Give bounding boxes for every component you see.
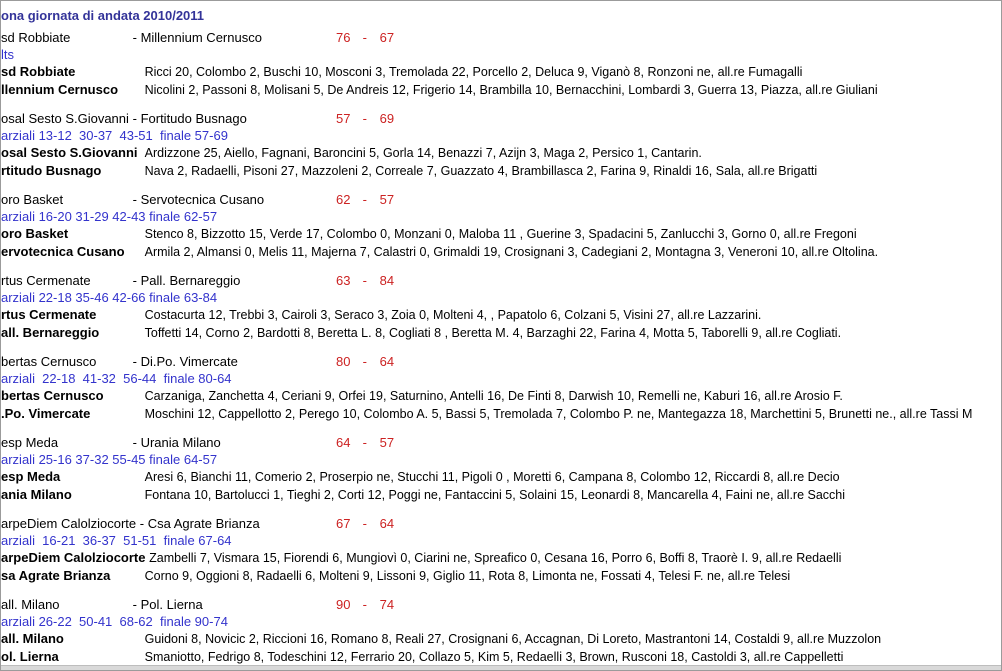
- home-score: 57: [336, 111, 351, 126]
- home-team-name: esp Meda: [1, 435, 59, 450]
- home-roster-team: all. Milano: [1, 631, 64, 646]
- home-roster-team: rtus Cermenate: [1, 307, 97, 322]
- partials-line: arziali 13-12 30-37 43-51 finale 57-69: [1, 128, 228, 143]
- away-roster-team: all. Bernareggio: [1, 325, 100, 340]
- home-score: 80: [336, 354, 351, 369]
- home-roster-players: Guidoni 8, Novicic 2, Riccioni 16, Romano 8, Reali 27, Crosignani 6, Accagnan, Di Loreto, Mastrantoni 14, Costaldi 9, all.re Muzzolon: [144, 632, 882, 646]
- home-roster-team: bertas Cernusco: [1, 388, 104, 403]
- away-roster-team: .Po. Vimercate: [1, 406, 91, 421]
- away-score: 57: [379, 435, 395, 450]
- page-title: ona giornata di andata 2010/2011: [1, 8, 205, 23]
- home-roster-players: Stenco 8, Bizzotto 15, Verde 17, Colombo 0, Monzani 0, Maloba 11 , Guerine 3, Spadacini 5, Zanlucchi 3, Gorno 0, all.re Fregoni: [144, 227, 857, 241]
- partials-line: arziali 16-20 31-29 42-43 finale 62-57: [1, 209, 218, 224]
- home-roster-row: [1, 306, 1001, 324]
- match-score: [336, 110, 394, 127]
- match-score: [336, 434, 394, 451]
- partials-line: arziali 22-18 35-46 42-66 finale 63-84: [1, 290, 218, 305]
- home-roster-row: [1, 549, 1001, 567]
- away-roster-team: ol. Lierna: [1, 649, 59, 664]
- score-separator: -: [362, 111, 367, 126]
- match-score: [336, 272, 394, 289]
- away-roster-players: Nicolini 2, Passoni 8, Molisani 5, De Andreis 12, Frigerio 14, Brambilla 10, Bernacchini, Lombardi 3, Guerra 13, Piazza, all.re Giuliani: [144, 83, 878, 97]
- game-block: [1, 515, 1001, 585]
- away-roster-players: Moschini 12, Cappellotto 2, Perego 10, Colombo A. 5, Bassi 5, Tremolada 7, Colombo P. ne, Mantegazza 18, Marchettini 5, Brunetti ne., all.re Tassi M: [144, 407, 973, 421]
- home-roster-players: Costacurta 12, Trebbi 3, Cairoli 3, Seraco 3, Zoia 0, Molteni 4, , Papatolo 6, Colzani 5, Visini 27, all.re Lazzarini.: [144, 308, 762, 322]
- home-score: 76: [336, 30, 351, 45]
- match-line: [1, 596, 1001, 613]
- home-roster-players: Ardizzone 25, Aiello, Fagnani, Baroncini 5, Gorla 14, Benazzi 7, Azijn 3, Maga 2, Persico 1, Cantarin.: [144, 146, 702, 160]
- home-team-name: bertas Cernusco: [1, 354, 97, 369]
- home-roster-team: osal Sesto S.Giovanni: [1, 145, 138, 160]
- away-score: 74: [379, 597, 395, 612]
- match-score: [336, 191, 394, 208]
- away-team-name: - Di.Po. Vimercate: [132, 354, 238, 369]
- home-roster-team: oro Basket: [1, 226, 69, 241]
- away-team-name: - Fortitudo Busnago: [132, 111, 247, 126]
- home-roster-players: Aresi 6, Bianchi 11, Comerio 2, Proserpio ne, Stucchi 11, Pigoli 0 , Moretti 6, Campana 8, Colombo 12, Riccardi 8, all.re Decio: [144, 470, 840, 484]
- away-roster-row: [1, 486, 1001, 504]
- away-roster-team: ervotecnica Cusano: [1, 244, 125, 259]
- game-block: [1, 596, 1001, 666]
- home-team-name: all. Milano: [1, 597, 60, 612]
- home-team-name: sd Robbiate: [1, 30, 71, 45]
- home-roster-row: [1, 225, 1001, 243]
- away-roster-players: Fontana 10, Bartolucci 1, Tieghi 2, Corti 12, Poggi ne, Fantaccini 5, Solaini 15, Leonardi 8, Mancarella 4, Faini ne, all.re Sacchi: [144, 488, 846, 502]
- away-score: 64: [379, 354, 395, 369]
- away-roster-players: Toffetti 14, Corno 2, Bardotti 8, Beretta L. 8, Cogliati 8 , Beretta M. 4, Barzaghi 22, Farina 4, Motta 5, Taborelli 9, all.re Cogliati.: [144, 326, 842, 340]
- away-team-name: - Pall. Bernareggio: [132, 273, 241, 288]
- home-score: 63: [336, 273, 351, 288]
- match-score: [336, 29, 394, 46]
- away-team-name: - Servotecnica Cusano: [132, 192, 265, 207]
- away-roster-team: llennium Cernusco: [1, 82, 119, 97]
- game-block: [1, 191, 1001, 261]
- away-score: 84: [379, 273, 395, 288]
- game-block: [1, 110, 1001, 180]
- home-team-name: arpeDiem Calolziocorte: [1, 516, 137, 531]
- home-roster-team: sd Robbiate: [1, 64, 76, 79]
- partials-line: lts: [1, 47, 14, 62]
- away-roster-row: [1, 405, 1001, 423]
- match-score: [336, 353, 394, 370]
- score-separator: -: [362, 516, 367, 531]
- match-line: [1, 29, 1001, 46]
- match-line: [1, 353, 1001, 370]
- home-roster-row: [1, 468, 1001, 486]
- away-score: 64: [379, 516, 395, 531]
- score-separator: -: [362, 597, 367, 612]
- partials-line: arziali 16-21 36-37 51-51 finale 67-64: [1, 533, 232, 548]
- away-roster-row: [1, 162, 1001, 180]
- match-line: [1, 434, 1001, 451]
- match-line: [1, 191, 1001, 208]
- score-separator: -: [362, 192, 367, 207]
- match-line: [1, 515, 1001, 532]
- score-separator: -: [362, 354, 367, 369]
- away-team-name: - Millennium Cernusco: [132, 30, 262, 45]
- match-line: [1, 110, 1001, 127]
- home-team-name: oro Basket: [1, 192, 64, 207]
- away-roster-row: [1, 81, 1001, 99]
- away-roster-players: Smaniotto, Fedrigo 8, Todeschini 12, Ferrario 20, Collazo 5, Kim 5, Redaelli 3, Brown, Rusconi 18, Castoldi 3, all.re Cappelletti: [144, 650, 844, 664]
- away-score: 57: [379, 192, 395, 207]
- away-score: 69: [379, 111, 395, 126]
- home-score: 90: [336, 597, 351, 612]
- away-roster-row: [1, 567, 1001, 585]
- home-team-name: osal Sesto S.Giovanni: [1, 111, 129, 126]
- partials-line: arziali 26-22 50-41 68-62 finale 90-74: [1, 614, 228, 629]
- home-roster-row: [1, 144, 1001, 162]
- away-roster-players: Armila 2, Almansi 0, Melis 11, Majerna 7, Calastri 0, Grimaldi 19, Crosignani 3, Cadegiani 2, Montagna 3, Veneroni 10, all.re Oltolina.: [144, 245, 879, 259]
- away-roster-row: [1, 324, 1001, 342]
- away-team-name: - Urania Milano: [132, 435, 221, 450]
- score-separator: -: [362, 435, 367, 450]
- away-team-name: - Pol. Lierna: [132, 597, 203, 612]
- results-list: [1, 29, 1001, 666]
- match-line: [1, 272, 1001, 289]
- home-team-name: rtus Cermenate: [1, 273, 91, 288]
- game-block: [1, 29, 1001, 99]
- game-block: [1, 353, 1001, 423]
- home-roster-row: [1, 630, 1001, 648]
- game-block: [1, 434, 1001, 504]
- partials-line: arziali 22-18 41-32 56-44 finale 80-64: [1, 371, 232, 386]
- away-roster-players: Corno 9, Oggioni 8, Radaelli 6, Molteni 9, Lissoni 9, Giglio 11, Rota 8, Limonta ne, Fossati 4, Telesi F. ne, all.re Telesi: [144, 569, 791, 583]
- home-score: 64: [336, 435, 351, 450]
- home-roster-players: Zambelli 7, Vismara 15, Fiorendi 6, Mungiovì 0, Ciarini ne, Spreafico 0, Cesana 16, Porro 6, Boffi 8, Traorè I. 9, all.re Redaelli: [149, 551, 842, 565]
- home-roster-row: [1, 387, 1001, 405]
- away-roster-team: sa Agrate Brianza: [1, 568, 111, 583]
- away-team-name: - Csa Agrate Brianza: [139, 516, 260, 531]
- home-roster-row: [1, 63, 1001, 81]
- partials-line: arziali 25-16 37-32 55-45 finale 64-57: [1, 452, 218, 467]
- score-separator: -: [362, 30, 367, 45]
- home-score: 67: [336, 516, 351, 531]
- away-roster-row: [1, 243, 1001, 261]
- match-score: [336, 596, 394, 613]
- home-roster-players: Ricci 20, Colombo 2, Buschi 10, Mosconi 3, Tremolada 22, Porcello 2, Deluca 9, Viganò 8, Ronzoni ne, all.re Fumagalli: [144, 65, 803, 79]
- away-roster-team: rtitudo Busnago: [1, 163, 102, 178]
- away-roster-players: Nava 2, Radaelli, Pisoni 27, Mazzoleni 2, Correale 7, Guazzato 4, Brambillasca 2, Farina 9, Rinaldi 16, Sala, all.re Brigatti: [144, 164, 818, 178]
- home-roster-team: arpeDiem Calolziocorte: [1, 550, 146, 565]
- away-score: 67: [379, 30, 395, 45]
- home-roster-players: Carzaniga, Zanchetta 4, Ceriani 9, Orfei 19, Saturnino, Antelli 16, De Finti 8, Darwish 10, Remelli ne, Kaburi 16, all.re Arosio F.: [144, 389, 843, 403]
- bottom-divider: [1, 665, 1001, 670]
- home-roster-team: esp Meda: [1, 469, 61, 484]
- match-score: [336, 515, 394, 532]
- game-block: [1, 272, 1001, 342]
- away-roster-row: [1, 648, 1001, 666]
- score-separator: -: [362, 273, 367, 288]
- home-score: 62: [336, 192, 351, 207]
- away-roster-team: ania Milano: [1, 487, 72, 502]
